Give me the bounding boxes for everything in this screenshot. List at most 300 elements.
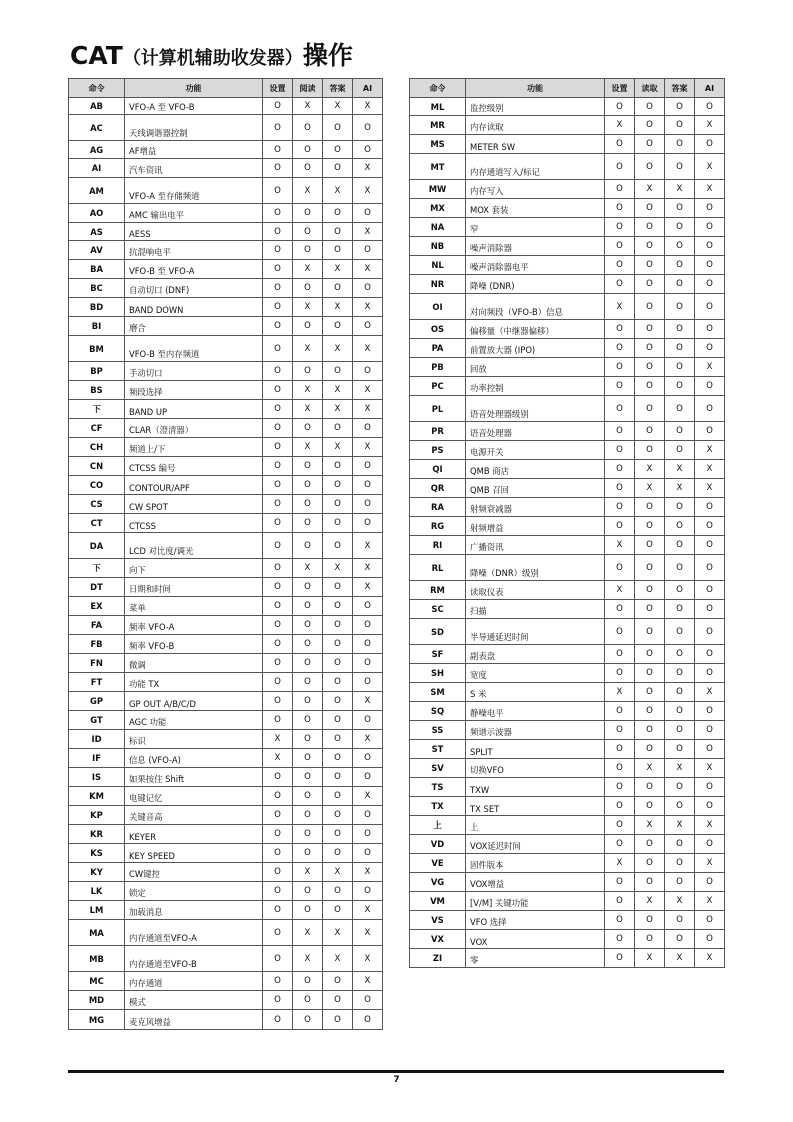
read-mark: O xyxy=(635,218,665,237)
answer-mark: O xyxy=(665,98,695,116)
answer-mark: O xyxy=(665,218,695,237)
set-mark: O xyxy=(605,949,635,968)
command-code: DT xyxy=(69,578,125,597)
set-mark: O xyxy=(263,578,293,597)
set-mark: O xyxy=(263,597,293,616)
command-code: KY xyxy=(69,863,125,882)
function-label: VFO-B 至 VFO-A xyxy=(125,260,263,279)
read-mark: X xyxy=(635,759,665,778)
set-mark: O xyxy=(263,141,293,159)
command-code: 下 xyxy=(69,559,125,578)
function-label: 切换VFO xyxy=(466,759,605,778)
read-mark: O xyxy=(635,135,665,154)
set-mark: O xyxy=(605,377,635,396)
ai-mark: O xyxy=(695,294,725,320)
set-mark: O xyxy=(263,533,293,559)
set-mark: O xyxy=(605,835,635,854)
function-label: 内存通道写入/标记 xyxy=(466,154,605,180)
command-code: DA xyxy=(69,533,125,559)
answer-mark: O xyxy=(665,911,695,930)
command-code: MS xyxy=(410,135,466,154)
function-label: 自动切口 (DNF) xyxy=(125,279,263,298)
set-mark: O xyxy=(605,778,635,797)
function-label: CTCSS 编号 xyxy=(125,457,263,476)
ai-mark: O xyxy=(695,98,725,116)
function-label: SPLIT xyxy=(466,740,605,759)
set-mark: O xyxy=(263,223,293,241)
command-code: MG xyxy=(69,1010,125,1030)
command-code: AB xyxy=(69,98,125,115)
command-code: RG xyxy=(410,517,466,536)
ai-mark: X xyxy=(353,178,383,204)
command-code: MC xyxy=(69,972,125,991)
function-label: VOX延迟时间 xyxy=(466,835,605,854)
table-row xyxy=(69,946,383,972)
function-label: 零 xyxy=(466,949,605,968)
read-mark: O xyxy=(293,749,323,768)
set-mark: O xyxy=(263,381,293,400)
read-mark: O xyxy=(635,854,665,873)
table-row xyxy=(410,816,725,835)
function-label: VOX xyxy=(466,930,605,949)
set-mark: O xyxy=(263,241,293,260)
function-label: 副表盘 xyxy=(466,645,605,664)
function-label: 频率 VFO-B xyxy=(125,635,263,654)
command-code: FB xyxy=(69,635,125,654)
read-mark: O xyxy=(293,730,323,749)
set-mark: X xyxy=(605,581,635,600)
table-row xyxy=(410,778,725,797)
set-mark: O xyxy=(605,422,635,441)
read-mark: O xyxy=(293,159,323,178)
function-label: 监控级别 xyxy=(466,98,605,116)
answer-mark: O xyxy=(665,135,695,154)
function-label: 加载消息 xyxy=(125,901,263,920)
set-mark: O xyxy=(263,825,293,844)
set-mark: O xyxy=(263,98,293,115)
function-label: AESS xyxy=(125,223,263,241)
function-label: 麦克风增益 xyxy=(125,1010,263,1030)
ai-mark: O xyxy=(695,740,725,759)
command-code: VM xyxy=(410,892,466,911)
table-row xyxy=(410,835,725,854)
table-row xyxy=(410,721,725,740)
read-mark: X xyxy=(293,178,323,204)
answer-mark: O xyxy=(665,396,695,422)
ai-mark: X xyxy=(695,892,725,911)
set-mark: O xyxy=(263,863,293,882)
table-row xyxy=(410,759,725,778)
set-mark: O xyxy=(263,514,293,533)
function-label: 半导通延迟时间 xyxy=(466,619,605,645)
function-label: 电源开关 xyxy=(466,441,605,460)
command-code: FA xyxy=(69,616,125,635)
command-code: IS xyxy=(69,768,125,787)
function-label: 降噪 (DNR) xyxy=(466,275,605,294)
ai-mark: X xyxy=(695,759,725,778)
command-code: AS xyxy=(69,223,125,241)
ai-mark: O xyxy=(695,498,725,517)
read-mark: O xyxy=(635,536,665,555)
read-mark: O xyxy=(635,339,665,358)
table-row xyxy=(410,619,725,645)
function-label: BAND UP xyxy=(125,400,263,419)
answer-mark: O xyxy=(323,692,353,711)
set-mark: O xyxy=(263,635,293,654)
function-label: 内存通道 xyxy=(125,972,263,991)
function-label: 语音处理器级别 xyxy=(466,396,605,422)
header-function: 功能 xyxy=(125,79,263,98)
command-code: CH xyxy=(69,438,125,457)
table-row xyxy=(69,692,383,711)
command-code: CF xyxy=(69,419,125,438)
answer-mark: O xyxy=(323,749,353,768)
ai-mark: O xyxy=(353,362,383,381)
ai-mark: X xyxy=(353,863,383,882)
answer-mark: O xyxy=(323,806,353,825)
read-mark: O xyxy=(635,256,665,275)
ai-mark: X xyxy=(353,920,383,946)
set-mark: O xyxy=(605,135,635,154)
page-number: 7 xyxy=(393,1075,400,1085)
command-code: ML xyxy=(410,98,466,116)
ai-mark: X xyxy=(353,787,383,806)
ai-mark: O xyxy=(353,991,383,1010)
function-label: CONTOUR/APF xyxy=(125,476,263,495)
ai-mark: O xyxy=(353,204,383,223)
function-label: 内存读取 xyxy=(466,116,605,135)
table-row xyxy=(410,517,725,536)
read-mark: O xyxy=(635,835,665,854)
ai-mark: O xyxy=(695,536,725,555)
read-mark: O xyxy=(293,279,323,298)
command-code: SV xyxy=(410,759,466,778)
answer-mark: O xyxy=(665,600,695,619)
command-code: NB xyxy=(410,237,466,256)
function-label: 噪声消除器电平 xyxy=(466,256,605,275)
table-row xyxy=(410,555,725,581)
set-mark: O xyxy=(605,98,635,116)
set-mark: O xyxy=(263,115,293,141)
read-mark: O xyxy=(293,514,323,533)
set-mark: O xyxy=(605,911,635,930)
set-mark: O xyxy=(263,616,293,635)
table-row xyxy=(69,730,383,749)
table-row xyxy=(69,476,383,495)
set-mark: O xyxy=(605,256,635,275)
answer-mark: O xyxy=(323,654,353,673)
answer-mark: O xyxy=(665,664,695,683)
answer-mark: O xyxy=(323,476,353,495)
ai-mark: X xyxy=(695,358,725,377)
table-row xyxy=(410,892,725,911)
set-mark: O xyxy=(605,154,635,180)
answer-mark: O xyxy=(323,578,353,597)
answer-mark: X xyxy=(323,559,353,578)
table-row xyxy=(69,749,383,768)
table-row xyxy=(410,256,725,275)
read-mark: O xyxy=(293,844,323,863)
answer-mark: O xyxy=(665,358,695,377)
answer-mark: X xyxy=(665,892,695,911)
ai-mark: X xyxy=(695,460,725,479)
ai-mark: O xyxy=(353,711,383,730)
ai-mark: X xyxy=(353,559,383,578)
ai-mark: O xyxy=(695,320,725,339)
set-mark: O xyxy=(263,654,293,673)
set-mark: O xyxy=(263,711,293,730)
command-code: ST xyxy=(410,740,466,759)
table-row xyxy=(69,901,383,920)
function-label: KEYER xyxy=(125,825,263,844)
table-row xyxy=(69,654,383,673)
read-mark: X xyxy=(293,260,323,279)
function-label: 磨合 xyxy=(125,317,263,336)
ai-mark: O xyxy=(353,635,383,654)
set-mark: O xyxy=(605,600,635,619)
command-code: LM xyxy=(69,901,125,920)
table-row xyxy=(410,911,725,930)
function-label: KEY SPEED xyxy=(125,844,263,863)
read-mark: O xyxy=(635,555,665,581)
ai-mark: O xyxy=(353,654,383,673)
table-row xyxy=(69,400,383,419)
command-code: BS xyxy=(69,381,125,400)
command-code: 下 xyxy=(69,400,125,419)
command-code: IF xyxy=(69,749,125,768)
read-mark: O xyxy=(635,320,665,339)
answer-mark: O xyxy=(665,930,695,949)
read-mark: O xyxy=(635,294,665,320)
set-mark: O xyxy=(605,664,635,683)
ai-mark: O xyxy=(353,825,383,844)
command-code: CT xyxy=(69,514,125,533)
function-label: 频率 VFO-A xyxy=(125,616,263,635)
answer-mark: O xyxy=(665,721,695,740)
ai-mark: O xyxy=(695,218,725,237)
ai-mark: O xyxy=(695,256,725,275)
read-mark: O xyxy=(293,768,323,787)
read-mark: O xyxy=(293,578,323,597)
function-label: S 米 xyxy=(466,683,605,702)
header-ai: AI xyxy=(353,79,383,98)
read-mark: O xyxy=(293,806,323,825)
command-code: CS xyxy=(69,495,125,514)
command-code: BD xyxy=(69,298,125,317)
read-mark: O xyxy=(635,683,665,702)
command-code: TX xyxy=(410,797,466,816)
read-mark: O xyxy=(293,362,323,381)
answer-mark: X xyxy=(323,920,353,946)
table-row xyxy=(69,381,383,400)
page-title xyxy=(70,36,353,72)
table-row xyxy=(410,294,725,320)
function-label: CW SPOT xyxy=(125,495,263,514)
ai-mark: X xyxy=(695,154,725,180)
function-label: AF增益 xyxy=(125,141,263,159)
set-mark: O xyxy=(605,358,635,377)
function-label: 内存通道至VFO-B xyxy=(125,946,263,972)
command-code: LK xyxy=(69,882,125,901)
answer-mark: X xyxy=(323,438,353,457)
read-mark: X xyxy=(635,460,665,479)
command-table-right xyxy=(409,78,725,968)
command-code: VD xyxy=(410,835,466,854)
answer-mark: O xyxy=(323,787,353,806)
set-mark: O xyxy=(605,479,635,498)
table-row xyxy=(410,930,725,949)
answer-mark: O xyxy=(323,533,353,559)
answer-mark: O xyxy=(665,422,695,441)
answer-mark: O xyxy=(665,581,695,600)
answer-mark: O xyxy=(323,768,353,787)
table-row xyxy=(410,135,725,154)
read-mark: O xyxy=(635,517,665,536)
function-label: 回放 xyxy=(466,358,605,377)
function-label: 前置放大器 (IPO) xyxy=(466,339,605,358)
set-mark: O xyxy=(605,740,635,759)
function-label: LCD 对比度/调光 xyxy=(125,533,263,559)
table-row xyxy=(69,559,383,578)
ai-mark: O xyxy=(353,597,383,616)
read-mark: O xyxy=(293,419,323,438)
function-label: 偏移量（中继器偏移） xyxy=(466,320,605,339)
command-code: RI xyxy=(410,536,466,555)
answer-mark: O xyxy=(665,683,695,702)
table-row xyxy=(410,320,725,339)
ai-mark: X xyxy=(695,683,725,702)
answer-mark: O xyxy=(323,204,353,223)
ai-mark: O xyxy=(353,419,383,438)
read-mark: O xyxy=(635,396,665,422)
answer-mark: O xyxy=(323,844,353,863)
table-row xyxy=(69,223,383,241)
table-row xyxy=(69,863,383,882)
ai-mark: O xyxy=(695,275,725,294)
set-mark: O xyxy=(605,498,635,517)
answer-mark: O xyxy=(665,320,695,339)
table-row xyxy=(410,441,725,460)
header-set: 设置 xyxy=(605,79,635,98)
table-row xyxy=(69,578,383,597)
table-row xyxy=(410,377,725,396)
ai-mark: O xyxy=(695,702,725,721)
set-mark: O xyxy=(263,495,293,514)
set-mark: O xyxy=(605,275,635,294)
set-mark: X xyxy=(263,730,293,749)
read-mark: O xyxy=(293,1010,323,1030)
read-mark: X xyxy=(635,479,665,498)
ai-mark: O xyxy=(695,339,725,358)
command-code: AO xyxy=(69,204,125,223)
set-mark: O xyxy=(605,797,635,816)
answer-mark: O xyxy=(665,702,695,721)
function-label: 静噪电平 xyxy=(466,702,605,721)
function-label: 信息 (VFO-A) xyxy=(125,749,263,768)
ai-mark: X xyxy=(695,816,725,835)
table-row xyxy=(410,396,725,422)
set-mark: O xyxy=(263,438,293,457)
command-code: SM xyxy=(410,683,466,702)
read-mark: O xyxy=(635,778,665,797)
answer-mark: O xyxy=(323,730,353,749)
table-row xyxy=(69,533,383,559)
table-row xyxy=(69,920,383,946)
set-mark: O xyxy=(263,844,293,863)
function-label: 内存通道至VFO-A xyxy=(125,920,263,946)
read-mark: O xyxy=(635,911,665,930)
ai-mark: X xyxy=(353,901,383,920)
read-mark: O xyxy=(635,116,665,135)
ai-mark: O xyxy=(353,1010,383,1030)
function-label: 广播资讯 xyxy=(466,536,605,555)
ai-mark: O xyxy=(353,457,383,476)
function-label: 菜单 xyxy=(125,597,263,616)
answer-mark: O xyxy=(665,275,695,294)
table-row xyxy=(69,362,383,381)
command-code: NR xyxy=(410,275,466,294)
command-code: BC xyxy=(69,279,125,298)
set-mark: X xyxy=(605,854,635,873)
set-mark: O xyxy=(263,787,293,806)
command-code: AI xyxy=(69,159,125,178)
table-row xyxy=(69,178,383,204)
function-label: 天线调谐器控制 xyxy=(125,115,263,141)
command-code: SD xyxy=(410,619,466,645)
function-label: AMC 输出电平 xyxy=(125,204,263,223)
function-label: CLAR（澄清器） xyxy=(125,419,263,438)
answer-mark: O xyxy=(665,154,695,180)
table-row xyxy=(69,514,383,533)
table-row xyxy=(69,438,383,457)
function-label: 向下 xyxy=(125,559,263,578)
function-label: 扫描 xyxy=(466,600,605,619)
read-mark: O xyxy=(293,901,323,920)
answer-mark: O xyxy=(665,199,695,218)
read-mark: X xyxy=(293,336,323,362)
answer-mark: O xyxy=(323,495,353,514)
ai-mark: O xyxy=(695,721,725,740)
answer-mark: O xyxy=(323,616,353,635)
set-mark: O xyxy=(263,882,293,901)
read-mark: O xyxy=(635,422,665,441)
answer-mark: O xyxy=(665,339,695,358)
ai-mark: O xyxy=(695,664,725,683)
read-mark: X xyxy=(293,298,323,317)
table-row xyxy=(69,882,383,901)
set-mark: O xyxy=(263,159,293,178)
command-code: BM xyxy=(69,336,125,362)
answer-mark: X xyxy=(323,400,353,419)
footer-rule xyxy=(68,1070,724,1073)
read-mark: X xyxy=(293,920,323,946)
table-row xyxy=(410,199,725,218)
table-row xyxy=(410,797,725,816)
title-operation: 操作 xyxy=(302,41,353,70)
answer-mark: X xyxy=(665,816,695,835)
answer-mark: X xyxy=(665,949,695,968)
answer-mark: O xyxy=(665,116,695,135)
read-mark: O xyxy=(293,317,323,336)
table-row xyxy=(410,479,725,498)
read-mark: O xyxy=(635,797,665,816)
table-header-row xyxy=(410,79,725,98)
table-row xyxy=(69,673,383,692)
set-mark: O xyxy=(263,178,293,204)
read-mark: O xyxy=(635,498,665,517)
set-mark: O xyxy=(263,260,293,279)
answer-mark: O xyxy=(323,673,353,692)
